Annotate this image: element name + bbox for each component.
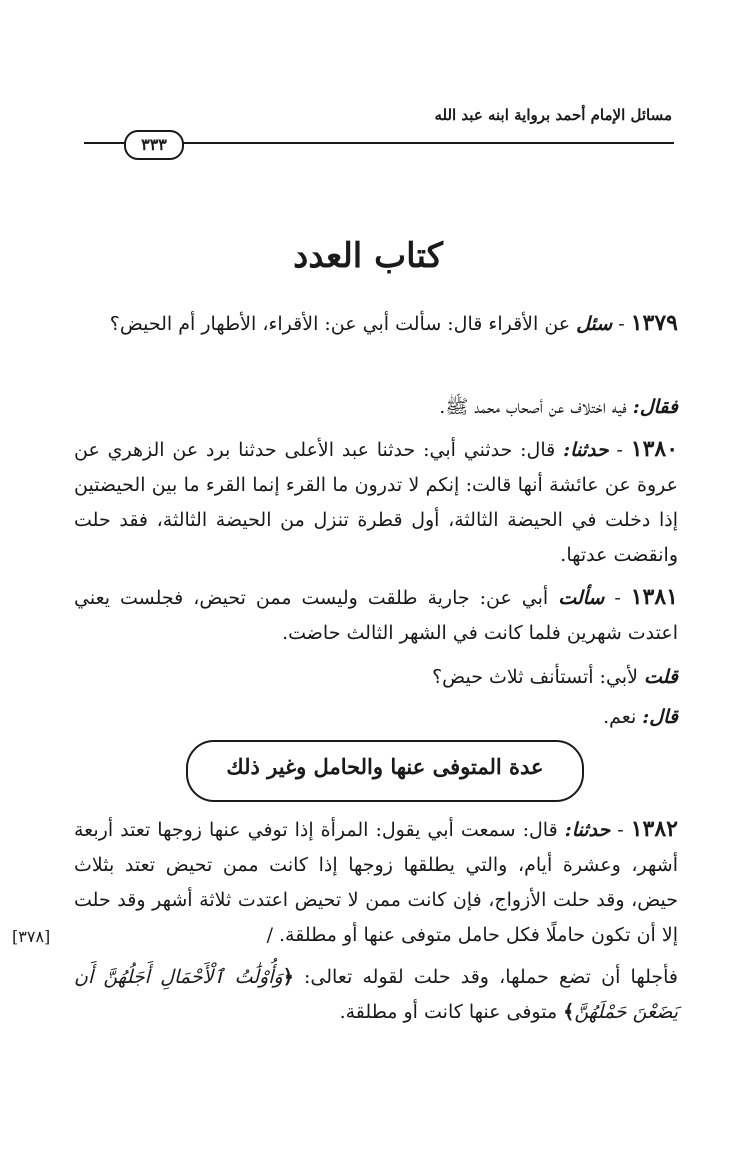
paragraph-final	[74, 960, 678, 1030]
paragraph-text: قال: حدثني أبي: حدثنا عبد الأعلى حدثنا برد عن الزهري عن عروة عن عائشة أنها قالت: إنكم لا تدرون ما القرء إنما القرء ما بين الحيضتين إذا دخلت في الحيضة الثالثة، أول قطرة تنزل من الحيضة الثالثة، فقد حلت وانقضت عدتها.	[74, 439, 678, 566]
paragraph-answer	[74, 700, 678, 735]
paragraph-1381: ١٣٨١ - سألت أبي عن: جارية طلقت وليست ممن تحيض، فجلست يعني اعتدت شهرين فلما كانت في الشهر الثالث حاضت.	[74, 584, 678, 644]
paragraph-text: نعم.	[603, 706, 637, 728]
paragraph-text: قال: سمعت أبي يقول: المرأة إذا توفي عنها زوجها تعتد أربعة أشهر، وعشرة أيام، والتي يطلقها زوجها إذا كانت ممن تحيض تعتد بثلاث حيض، وقد حلت الأزواج، فإن كانت ممن لا تحيض اعتدت ثلاثة أشهر وقد حلت إلا أن تكون حاملًا فكل حامل متوفى عنها أو مطلقة. /	[74, 819, 678, 946]
paragraph-text: متوفى عنها كانت أو مطلقة.	[339, 1001, 558, 1023]
quran-verse: وَأُوْلَٰتُ ٱلْأَحْمَالِ أَجَلُهُنَّ أَن يَضَعْنَ حَمْلَهُنَّ	[74, 966, 678, 1023]
section-heading-box	[186, 740, 584, 802]
paragraph-1379: ١٣٧٩ - سئل عن الأقراء قال: سألت أبي عن: الأقراء، الأطهار أم الحيض؟	[109, 310, 678, 336]
header-rule-right	[177, 142, 674, 144]
quran-bracket-close: ﴾	[563, 1001, 575, 1023]
issue-number: ١٣٨٢	[630, 816, 678, 842]
page-number-badge: ٣٣٣	[124, 130, 184, 160]
issue-number: ١٣٨١	[630, 584, 678, 610]
paragraph-keyword: قال:	[642, 706, 678, 728]
paragraph-keyword: سئل	[576, 313, 613, 335]
paragraph-text: أبي عن: جارية طلقت وليست ممن تحيض، فجلست يعني اعتدت شهرين فلما كانت في الشهر الثالث حاضت.	[74, 587, 678, 644]
section-heading: عدة المتوفى عنها والحامل وغير ذلك	[226, 754, 544, 779]
paragraph-answer-1379	[74, 390, 678, 425]
paragraph-keyword: سألت	[558, 587, 605, 609]
header-rule-left	[84, 142, 128, 144]
quran-bracket-open: ﴿	[282, 966, 294, 988]
chapter-title: كتاب العدد	[293, 236, 443, 276]
paragraph-question	[74, 660, 678, 695]
margin-page-reference: [٣٧٨]	[12, 927, 51, 946]
issue-number: ١٣٨٠	[630, 436, 679, 462]
running-header-title: مسائل الإمام أحمد برواية ابنه عبد الله	[434, 106, 672, 124]
paragraph-1382: ١٣٨٢ - حدثنا: قال: سمعت أبي يقول: المرأة إذا توفي عنها زوجها تعتد أربعة أشهر، وعشرة أيام، والتي يطلقها زوجها إذا كانت ممن تحيض تعتد بثلاث حيض، وقد حلت الأزواج، فإن كانت ممن لا تحيض اعتدت ثلاثة أشهر وقد حلت إلا أن تكون حاملًا فكل حامل متوفى عنها أو مطلقة. /	[74, 816, 678, 946]
paragraph-text: لأبي: أتستأنف ثلاث حيض؟	[432, 666, 638, 688]
paragraph-1380: ١٣٨٠ - حدثنا: قال: حدثني أبي: حدثنا عبد الأعلى حدثنا برد عن الزهري عن عروة عن عائشة أنها قالت: إنكم لا تدرون ما القرء إنما القرء ما بين الحيضتين إذا دخلت في الحيضة الثالثة، أول قطرة تنزل من الحيضة الثالثة، فقد حلت وانقضت عدتها.	[74, 436, 679, 566]
paragraph-text: عن الأقراء قال: سألت أبي عن: الأقراء، الأطهار أم الحيض؟	[109, 313, 571, 335]
paragraph-keyword: فقال:	[632, 396, 678, 418]
issue-number: ١٣٧٩	[630, 310, 678, 336]
paragraph-keyword: حدثنا:	[563, 439, 609, 461]
paragraph-keyword: قلت	[643, 666, 678, 688]
paragraph-text: فيه اختلاف عن أصحاب محمد ﷺ.	[439, 396, 627, 418]
paragraph-text: فأجلها أن تضع حملها، وقد حلت لقوله تعالى:	[293, 966, 678, 988]
paragraph-keyword: حدثنا:	[564, 819, 611, 841]
